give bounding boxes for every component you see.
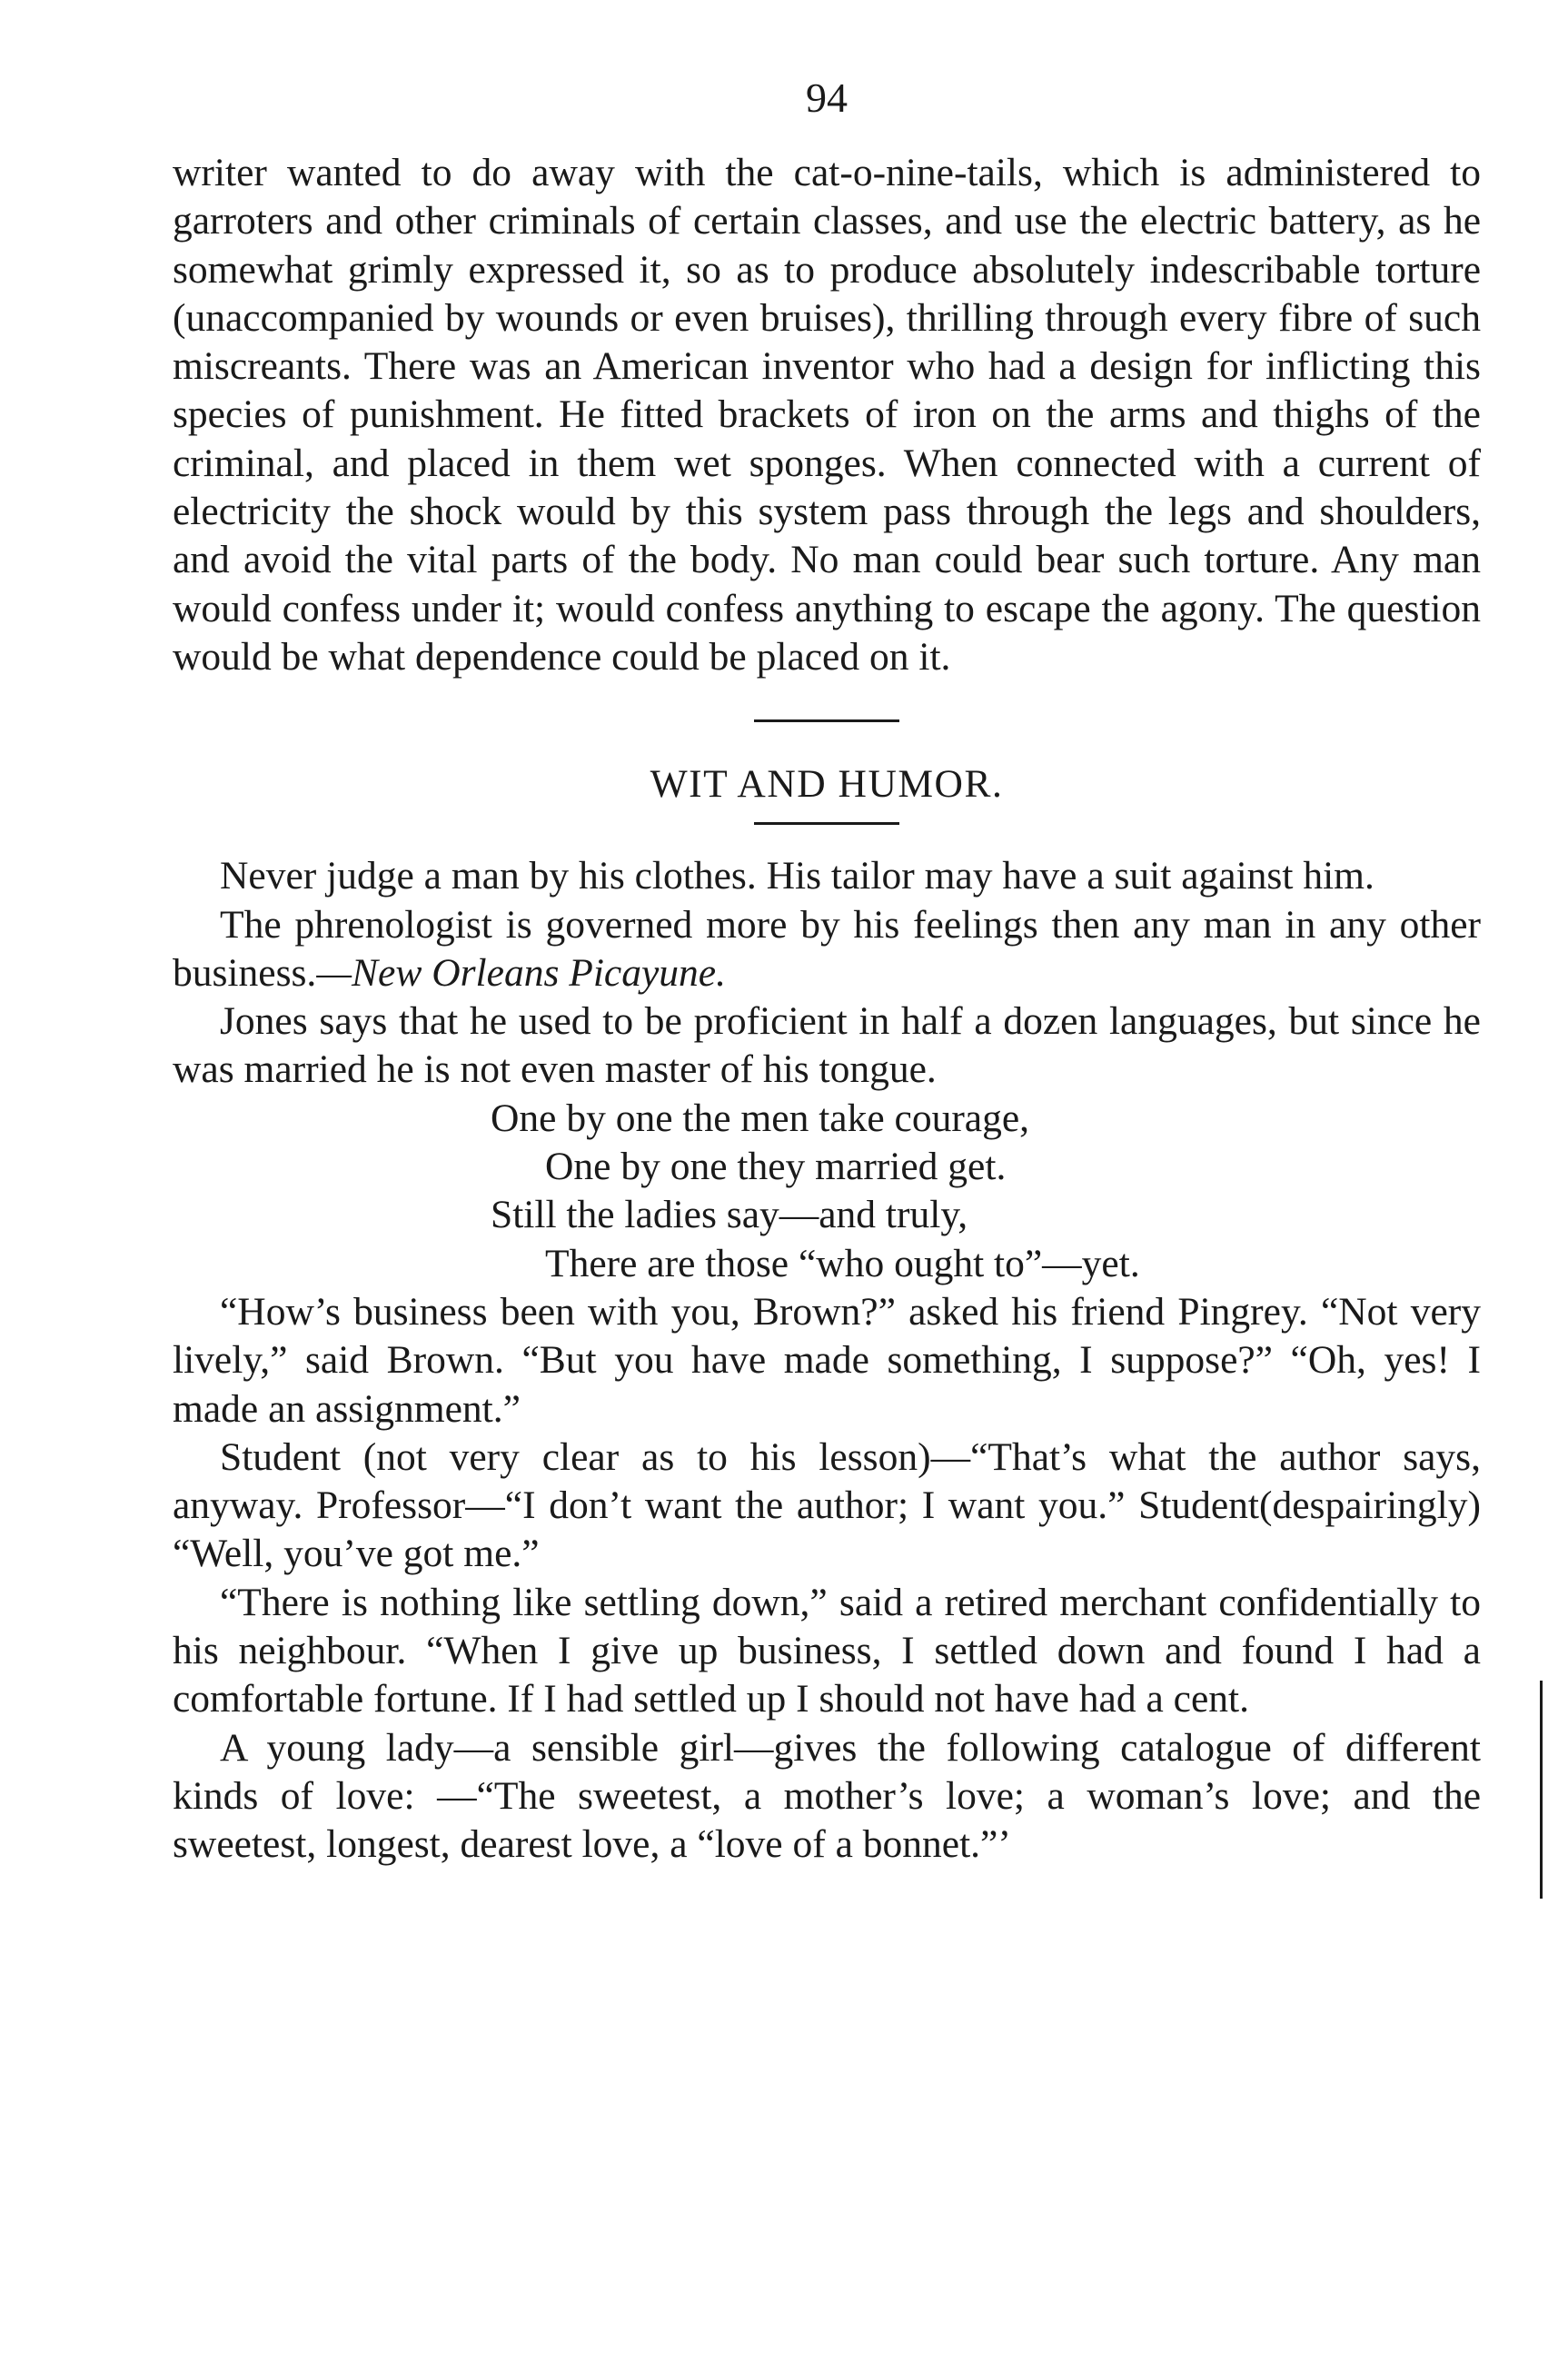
joke-judge: Never judge a man by his clothes. His tailor may have a suit against him.	[220, 854, 1374, 898]
joke-settling: “There is nothing like settling down,” said a retired merchant confidentially to his neighbour. “When I give up business, I settled down and found I had a comfortable fortune. If I had settled up I should not have had a cent.	[173, 1580, 1481, 1721]
joke-phrenologist	[173, 901, 1481, 998]
page-number: 94	[806, 74, 848, 121]
verse-line-1: One by one the men take courage,	[491, 1096, 1030, 1140]
joke-jones: Jones says that he used to be proficient in half a dozen languages, but since he was married he is not even master of his tongue.	[173, 999, 1481, 1092]
verse	[173, 1095, 1481, 1288]
intro-paragraph: writer wanted to do away with the cat-o-nine-tails, which is administered to garroters and other criminals of certain classes, and use the electric battery, as he somewhat grimly expressed it, so as to produce absolutely indescribable torture (unaccompanied by wounds or even bruises), thrilling through every fibre of such miscreants. There was an American inventor who had a design for inflicting this species of punishment. He fitted brackets of iron on the arms and thighs of the criminal, and placed in them wet sponges. When connected with a current of electricity the shock would by this system pass through the legs and shoulders, and avoid the vital parts of the body. No man could bear such torture. Any man would confess under it; would confess anything to escape the agony. The question would be what dependence could be placed on it.	[173, 151, 1481, 679]
section-rule-bottom	[754, 822, 899, 825]
section-title: WIT AND HUMOR.	[650, 762, 1004, 807]
joke-young-lady: A young lady—a sensible girl—gives the following catalogue of different kinds of love: —“The sweetest, a mother’s love; a woman’s love; and the sweetest, longest, dearest love, a “love of a bonnet.”’	[173, 1725, 1481, 1867]
book-page	[173, 73, 1481, 1870]
section-rule-top	[754, 719, 899, 722]
joke-business: “How’s business been with you, Brown?” asked his friend Pingrey. “Not very lively,” said Brown. “But you have made something, I suppose?” “Oh, yes! I made an assignment.”	[173, 1289, 1481, 1431]
joke-student: Student (not very clear as to his lesson)—“That’s what the author says, anyway. Professor—“I don’t want the author; I want you.” Student(despairingly) “Well, you’ve got me.”	[173, 1434, 1481, 1576]
verse-line-4: There are those “who ought to”—yet.	[545, 1241, 1140, 1285]
joke-phrenologist-source: —New Orleans Picayune.	[316, 950, 726, 995]
verse-line-2: One by one they married get.	[545, 1145, 1007, 1189]
verse-line-3: Still the ladies say—and truly,	[491, 1193, 968, 1237]
margin-rule	[1540, 1681, 1543, 1899]
joke-phrenologist-text: The phrenologist is governed more by his feelings then any man in any other business.	[173, 902, 1481, 995]
